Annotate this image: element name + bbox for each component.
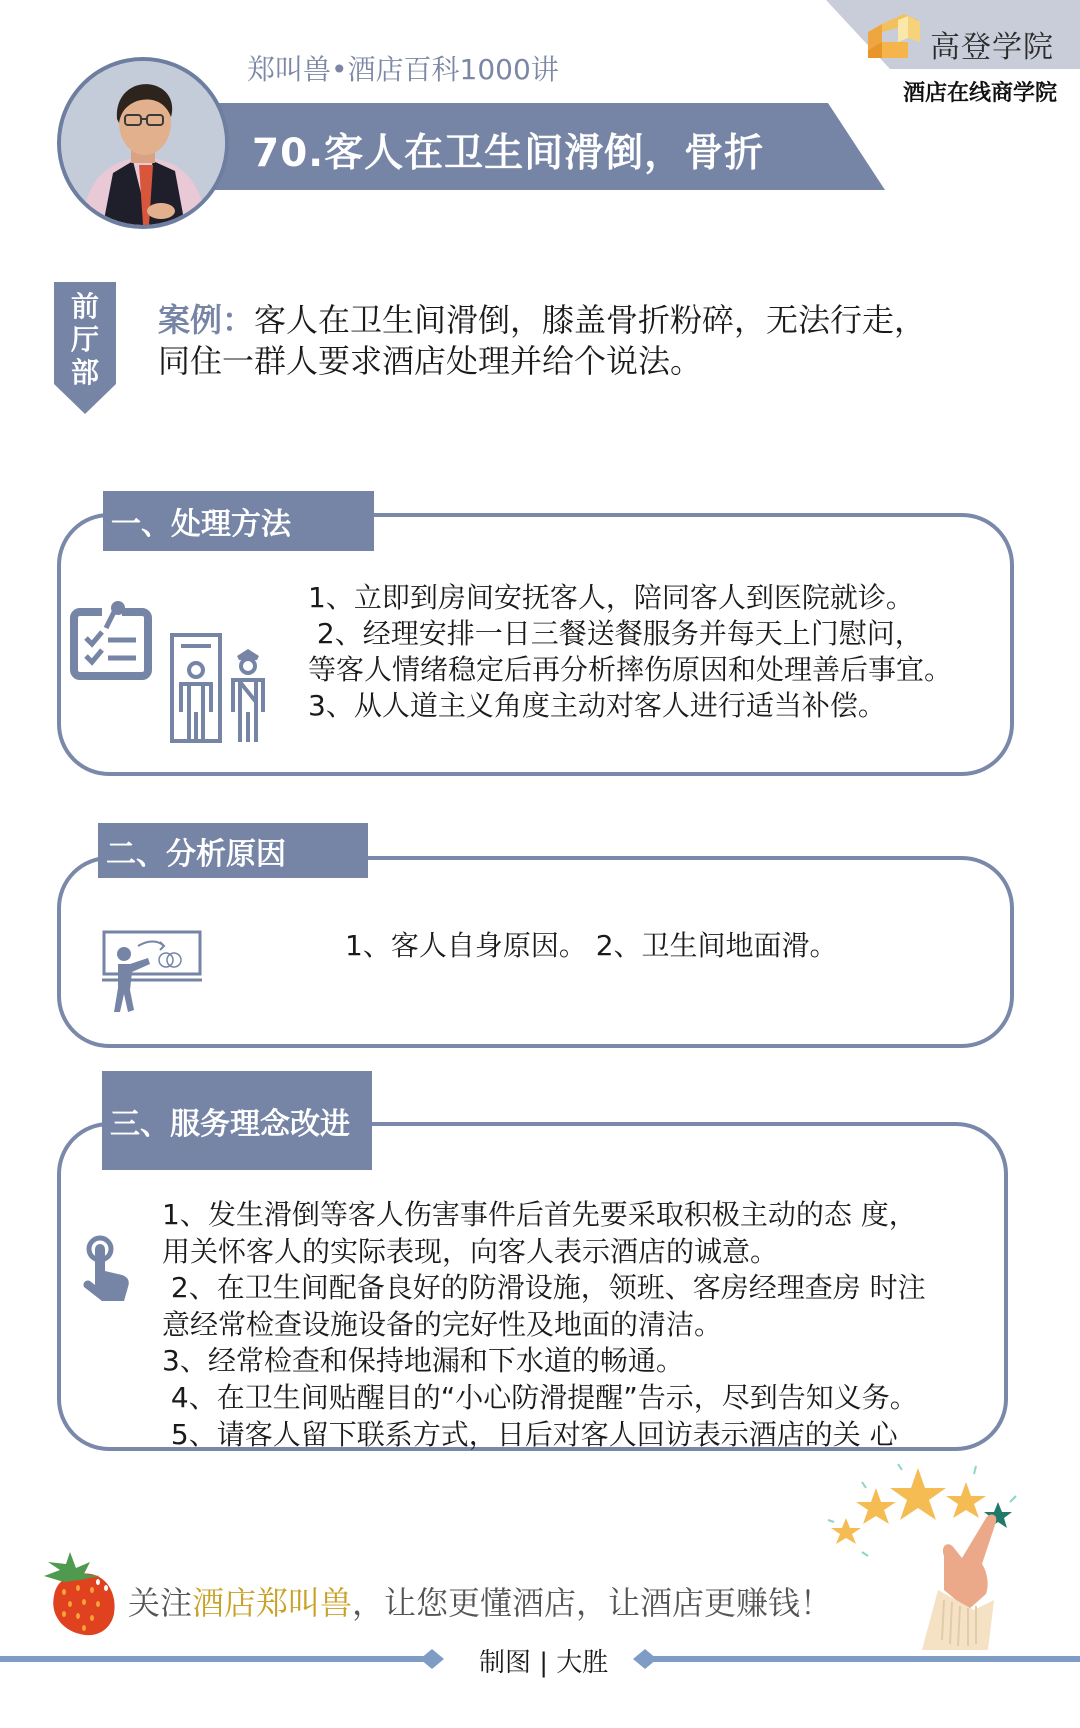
follow-slogan: 关注酒店郑叫兽，让您更懂酒店，让酒店更赚钱！ [128,1584,833,1622]
list-item: 1、客人自身原因。 2、卫生间地面滑。 [345,929,838,962]
section-heading-handling: 一、处理方法 [103,491,374,551]
case-description [158,300,1018,382]
section-heading-analysis: 二、分析原因 [98,823,368,878]
logo-subtitle: 酒店在线商学院 [903,81,1058,106]
credit-text: 制图 | 大胜 [479,1648,609,1678]
section-improvement-text [162,1197,1002,1453]
department-label: 前 厅 部 [70,290,99,389]
account-name-link[interactable]: 酒店郑叫兽 [192,1584,353,1622]
list-item: 等客人情绪稳定后再分析摔伤原因和处理善后事宜。 [308,653,953,686]
presenter-portrait-icon [61,61,225,225]
page-title: 70.客人在卫生间滑倒，骨折 [252,131,765,176]
list-item: 2、经理安排一日三餐送餐服务并每天上门慰问， [308,617,923,650]
list-item: 5、请客人留下联系方式，日后对客人回访表示酒店的关 心 [162,1417,898,1451]
series-subtitle: 郑叫兽•酒店百科1000讲 [247,53,559,86]
list-item: 用关怀客人的实际表现，向客人表示酒店的诚意。 [162,1234,779,1268]
list-item: 3、从人道主义角度主动对客人进行适当补偿。 [308,689,886,722]
checklist-icon [70,598,152,682]
list-item: 1、发生滑倒等客人伤害事件后首先要采取积极主动的态 度， [162,1198,917,1231]
security-gate-icon [169,632,223,744]
case-label: 案例： [158,301,255,339]
case-line: 同住一群人要求酒店处理并给个说法。 [158,342,703,380]
list-item: 2、在卫生间配备良好的防滑设施，领班、客房经理查房 时注 [162,1271,926,1305]
list-item: 3、经常检查和保持地漏和下水道的畅通。 [162,1344,684,1378]
section-analysis-text [345,928,838,964]
strawberry-icon [40,1548,120,1638]
list-item: 1、立即到房间安抚客人，陪同客人到医院就诊。 [308,581,914,614]
avatar [57,57,229,229]
section-heading-improvement: 三、服务理念改进 [102,1071,372,1170]
security-guard-icon [229,646,267,744]
section-handling-text [308,580,1008,724]
presentation-icon [100,928,204,1014]
list-item: 4、在卫生间贴醒目的“小心防滑提醒”告示，尽到告知义务。 [162,1380,918,1414]
list-item: 意经常检查设施设备的完好性及地面的清洁。 [162,1307,723,1341]
tap-hand-icon [78,1235,134,1303]
stars-rating-hand-icon [826,1460,1036,1650]
case-line: 客人在卫生间滑倒，膝盖骨折粉碎，无法行走， [254,301,927,339]
logo-name: 高登学院 [930,30,1054,65]
